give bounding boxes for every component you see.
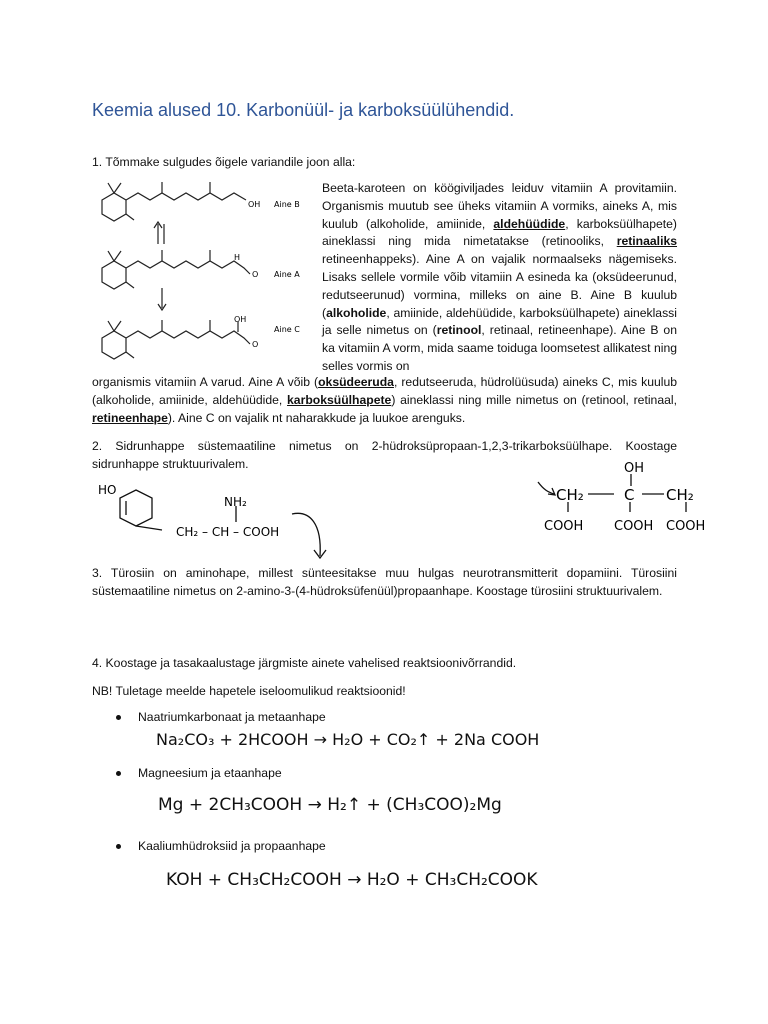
question-1-wrapped-text: Beeta-karoteen on köögiviljades leiduv vitamiin A provitamiin. Organismis muutub see üheks vitamiin A vormiks, aineks A, mis kuulub (alkoholide, amiinide, aldehüüdide, karboksüülhapete) aineklassi ning mida nimetatakse (retinooliks, retinaaliks retineenhappeks). Aine A on vajalik normaalseks nägemiseks. Lisaks sellele vormile võib vitamiin A esineda ka (oksüdeerunud, redutseerunud) vormina, milleks on aine B. Aine B kuulub (alkoholide, amiinide, aldehüüdide, karboksüülhapete) aineklassi ja selle nimetus on (retinool, retinaal, retineenhape). Aine B on ka vitamiin A vorm, mida saame toiduga loomsetest allikatest ning selles vormis on (322, 181, 678, 373)
equation-1: Na₂CO₃ + 2HCOOH → H₂O + CO₂↑ + 2Na COOH (156, 730, 540, 749)
citric-acid-handwritten-structure (526, 460, 726, 538)
equation-2: Mg + 2CH₃COOH → H₂↑ + (CH₃COO)₂Mg (158, 795, 502, 815)
citric-ch2-left: CH₂ (556, 486, 584, 504)
list-item: Magneesium ja etaanhape (116, 766, 282, 780)
tyrosine-chain-label: CH₂ – CH – COOH (176, 525, 280, 539)
retinoic-o-label: O (252, 340, 259, 349)
citric-oh-label: OH (624, 461, 645, 476)
aine-c-label: Aine C (274, 325, 300, 334)
list-item: Naatriumkarbonaat ja metaanhape (116, 710, 326, 724)
retinoic-oh-label: OH (234, 315, 247, 324)
question-4-note: NB! Tuletage meelde hapetele iseloomulikud reaktsioonid! (92, 684, 406, 698)
retinol-oh-label: OH (248, 200, 261, 209)
citric-c-center: C (624, 486, 635, 504)
question-1-heading: 1. Tõmmake sulgudes õigele variandile joon alla: (92, 155, 356, 169)
citric-ch2-right: CH₂ (666, 486, 694, 504)
question-4-text: 4. Koostage ja tasakaalustage järgmiste ainete vahelised reaktsioonivõrrandid. (92, 656, 517, 670)
retinal-o-label: O (252, 270, 259, 279)
bullet-icon (116, 844, 121, 849)
question-3-text: 3. Türosiin on aminohape, millest sünteesitakse muu hulgas neurotransmitterit dopamiini. Türosiini süstemaatiline nimetus on 2-amino-3-(4-hüdroksüfenüül)propaanhape. Koostage türosiini struktuurivalem. (92, 566, 677, 598)
bullet-icon (116, 715, 121, 720)
aine-b-label: Aine B (274, 200, 300, 209)
tyrosine-ho-label: HO (98, 483, 117, 497)
citric-cooh-2: COOH (614, 519, 654, 534)
tyrosine-handwritten-sketch (96, 480, 336, 562)
tyrosine-nh2-label: NH₂ (224, 495, 247, 509)
aine-a-label: Aine A (274, 270, 300, 279)
retinoid-structures-figure (88, 176, 313, 366)
citric-cooh-3: COOH (666, 519, 706, 534)
bullet-icon (116, 771, 121, 776)
document-title: Keemia alused 10. Karbonüül- ja karboksüülühendid. (92, 100, 515, 120)
list-item: Kaaliumhüdroksiid ja propaanhape (116, 839, 326, 853)
retinoic-acid-structure (102, 320, 250, 359)
retinal-h-label: H (234, 253, 241, 262)
citric-cooh-1: COOH (544, 519, 584, 534)
question-2-text: 2. Sidrunhappe süstemaatiline nimetus on 2-hüdroksüpropaan-1,2,3-trikarboksüülhape. Koostage sidrunhappe struktuurivalem. (92, 439, 677, 471)
question-1-continued-text: organismis vitamiin A varud. Aine A võib (oksüdeeruda, redutseeruda, hüdrolüüsuda) aineks C, mis kuulub (alkoholide, amiinide, aldehüüdide, karboksüülhapete) aineklassi ning mille nimetus on (retinool, retinaal, retineenhape). Aine C on vajalik nt naharakkude ja luukoe arenguks. (92, 375, 678, 425)
retinol-structure (102, 182, 246, 221)
equation-3: KOH + CH₃CH₂COOH → H₂O + CH₃CH₂COOK (166, 870, 538, 890)
retinal-structure (102, 250, 250, 289)
